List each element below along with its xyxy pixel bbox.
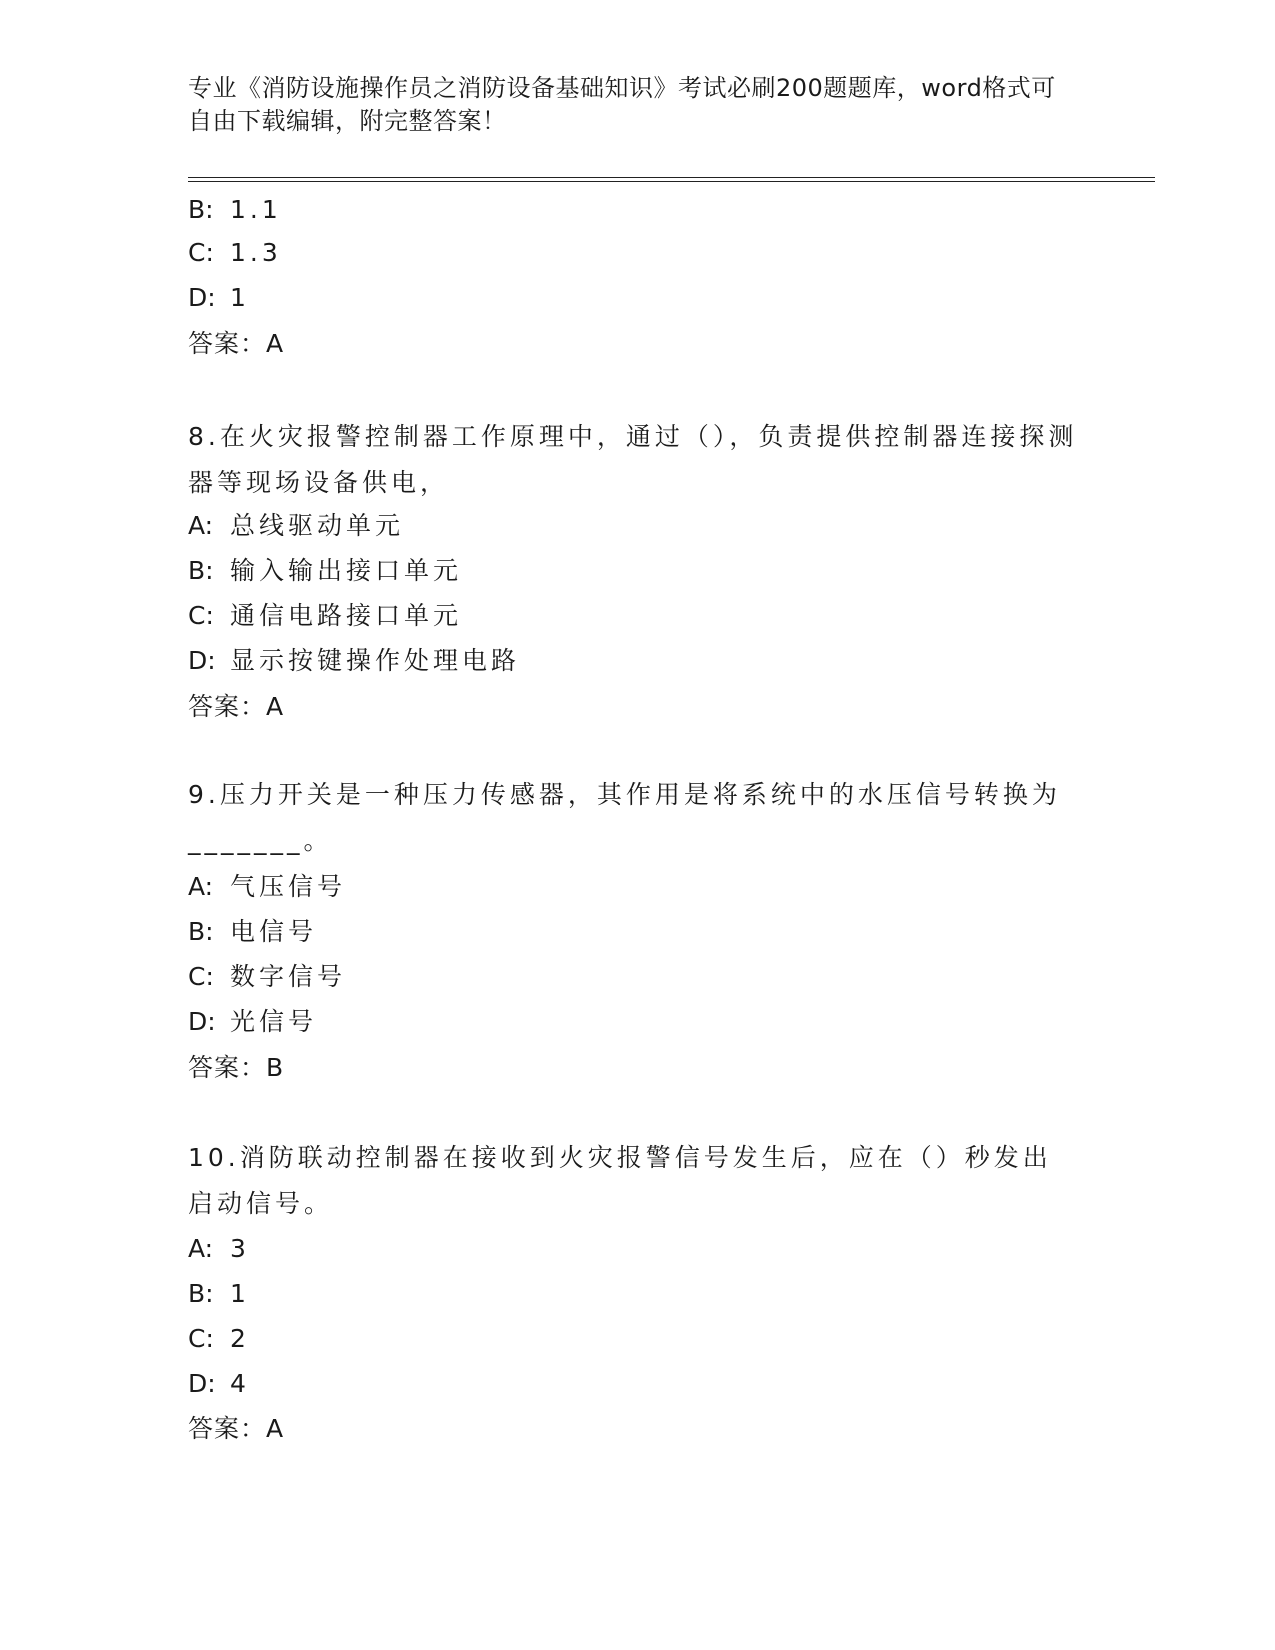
- q9-answer-blank: _______。: [188, 826, 333, 855]
- answer-value: A: [266, 692, 285, 721]
- q9-option-b: [188, 915, 317, 949]
- option-text: 1: [230, 283, 250, 312]
- option-label: D:: [188, 283, 216, 312]
- answer-label: 答案：: [188, 1414, 267, 1443]
- q10-option-b: [188, 1277, 250, 1311]
- q9-question-body: 9.压力开关是一种压力传感器，其作用是将系统中的水压信号转换为: [188, 780, 1061, 809]
- q10-question-text: 10.消防联动控制器在接收到火灾报警信号发生后，应在（）秒发出启动信号。: [188, 1143, 1052, 1218]
- answer-value: A: [266, 1414, 285, 1443]
- document-header-title: 专业《消防设施操作员之消防设备基础知识》考试必刷200题题库，word格式可自由下载编辑，附完整答案！: [188, 74, 1056, 135]
- q7-answer: [188, 327, 284, 361]
- q8-answer: [188, 690, 284, 724]
- option-label: B:: [188, 917, 214, 946]
- q9-option-d: [188, 1005, 317, 1039]
- option-label: B:: [188, 195, 214, 224]
- q8-option-c: [188, 599, 462, 633]
- option-label: D:: [188, 1007, 216, 1036]
- option-text: 3: [230, 1234, 250, 1263]
- option-label: D:: [188, 646, 216, 675]
- q10-answer: [188, 1412, 284, 1446]
- answer-label: 答案：: [188, 1053, 267, 1082]
- q8-option-d: [188, 644, 520, 678]
- option-text: 电信号: [230, 917, 318, 946]
- option-text: 光信号: [230, 1007, 318, 1036]
- option-text: 4: [230, 1369, 250, 1398]
- q7-option-d: [188, 281, 250, 315]
- option-label: C:: [188, 601, 214, 630]
- option-label: D:: [188, 1369, 216, 1398]
- option-text: 总线驱动单元: [230, 511, 405, 540]
- option-text: 1.3: [230, 238, 282, 267]
- q10-option-c: [188, 1322, 250, 1356]
- option-label: A:: [188, 1234, 214, 1263]
- q9-question-text: [188, 772, 1078, 864]
- answer-value: A: [266, 329, 285, 358]
- answer-label: 答案：: [188, 692, 267, 721]
- option-text: 数字信号: [230, 962, 347, 991]
- option-label: B:: [188, 1279, 214, 1308]
- option-text: 通信电路接口单元: [230, 601, 463, 630]
- answer-value: B: [266, 1053, 285, 1082]
- q9-option-c: [188, 960, 346, 994]
- option-text: 气压信号: [230, 872, 347, 901]
- q10-option-d: [188, 1367, 250, 1401]
- option-label: A:: [188, 872, 214, 901]
- q8-option-a: [188, 509, 404, 543]
- q9-answer: [188, 1051, 284, 1085]
- option-text: 1.1: [230, 195, 282, 224]
- option-text: 2: [230, 1324, 250, 1353]
- q7-option-b: [188, 193, 282, 227]
- option-label: A:: [188, 511, 214, 540]
- q10-option-a: [188, 1232, 250, 1266]
- q7-option-c: [188, 236, 282, 270]
- header-rule-top: [188, 177, 1155, 178]
- answer-label: 答案：: [188, 329, 267, 358]
- option-text: 显示按键操作处理电路: [230, 646, 521, 675]
- option-label: C:: [188, 238, 214, 267]
- option-label: B:: [188, 556, 214, 585]
- option-label: C:: [188, 962, 214, 991]
- q9-option-a: [188, 870, 346, 904]
- header-rule-bottom: [188, 181, 1155, 182]
- option-label: C:: [188, 1324, 214, 1353]
- q8-option-b: [188, 554, 462, 588]
- option-text: 1: [230, 1279, 250, 1308]
- q8-question-text: 8.在火灾报警控制器工作原理中，通过（），负责提供控制器连接探测器等现场设备供电，: [188, 422, 1078, 497]
- option-text: 输入输出接口单元: [230, 556, 463, 585]
